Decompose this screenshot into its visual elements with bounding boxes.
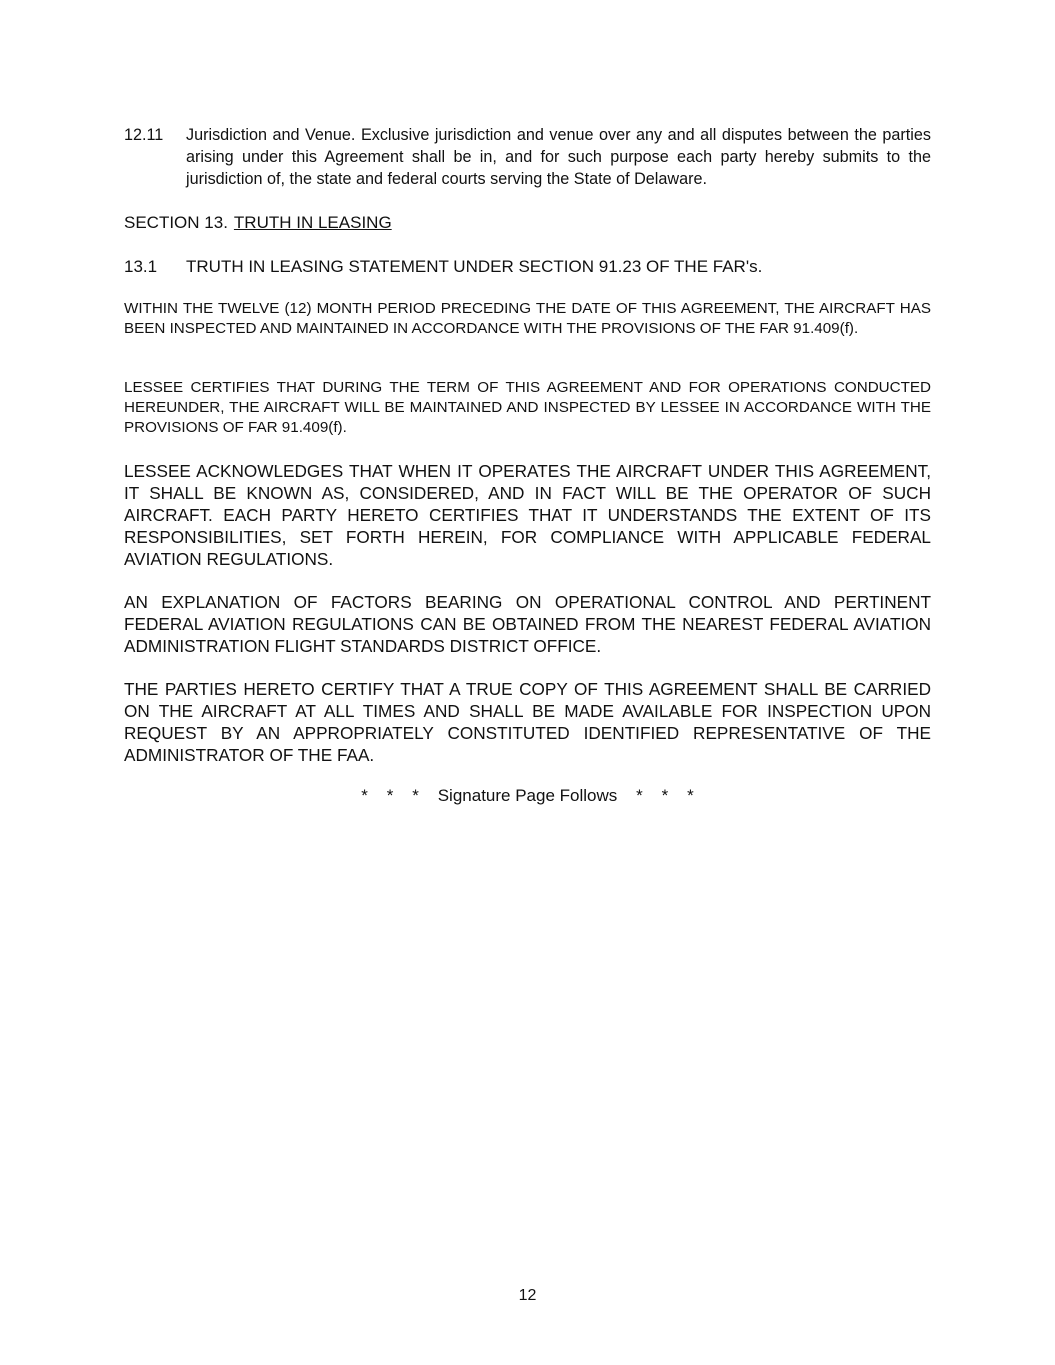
paragraph-true-copy: THE PARTIES HERETO CERTIFY THAT A TRUE COPY OF THIS AGREEMENT SHALL BE CARRIED ON THE AIRCRAFT AT ALL TIMES AND SHALL BE MADE AVAILABLE FOR INSPECTION UPON REQUEST BY AN APPROPRIATELY CONSTITUTED IDENTIFIED REPRESENTATIVE OF THE ADMINISTRATOR OF THE FAA.	[124, 679, 931, 765]
clause-number: 12.11	[124, 126, 164, 144]
clause-heading: TRUTH IN LEASING STATEMENT UNDER SECTION 91.23 OF THE FAR's.	[186, 257, 763, 276]
clause-12-11	[124, 124, 931, 190]
clause-13-1	[124, 256, 931, 278]
paragraph-lessee-certifies: LESSEE CERTIFIES THAT DURING THE TERM OF THIS AGREEMENT AND FOR OPERATIONS CONDUCTED HEREUNDER, THE AIRCRAFT WILL BE MAINTAINED AND INSPECTED BY LESSEE IN ACCORDANCE WITH THE PROVISIONS OF FAR 91.409(f).	[124, 379, 931, 436]
page-number: 12	[518, 1287, 537, 1304]
section-heading	[124, 212, 931, 234]
signature-page-follows: * * * Signature Page Follows * * *	[361, 786, 694, 805]
paragraph-inspection: WITHIN THE TWELVE (12) MONTH PERIOD PRECEDING THE DATE OF THIS AGREEMENT, THE AIRCRAFT HAS BEEN INSPECTED AND MAINTAINED IN ACCORDANCE WITH THE PROVISIONS OF THE FAR 91.409(f).	[124, 300, 931, 337]
paragraph-lessee-acknowledges: LESSEE ACKNOWLEDGES THAT WHEN IT OPERATES THE AIRCRAFT UNDER THIS AGREEMENT, IT SHALL BE KNOWN AS, CONSIDERED, AND IN FACT WILL BE THE OPERATOR OF SUCH AIRCRAFT. EACH PARTY HERETO CERTIFIES THAT IT UNDERSTANDS THE EXTENT OF ITS RESPONSIBILITIES, SET FORTH HEREIN, FOR COMPLIANCE WITH APPLICABLE FEDERAL AVIATION REGULATIONS.	[124, 461, 931, 569]
clause-text: Jurisdiction and Venue. Exclusive jurisdiction and venue over any and all disputes between the parties arising under this Agreement shall be in, and for such purpose each party hereby submits to the jurisdiction of, the state and federal courts serving the State of Delaware.	[186, 126, 931, 188]
section-label: SECTION 13.	[124, 213, 228, 232]
paragraph-explanation: AN EXPLANATION OF FACTORS BEARING ON OPERATIONAL CONTROL AND PERTINENT FEDERAL AVIATION REGULATIONS CAN BE OBTAINED FROM THE NEAREST FEDERAL AVIATION ADMINISTRATION FLIGHT STANDARDS DISTRICT OFFICE.	[124, 592, 931, 656]
section-title: TRUTH IN LEASING	[233, 213, 392, 232]
clause-number: 13.1	[124, 257, 158, 276]
